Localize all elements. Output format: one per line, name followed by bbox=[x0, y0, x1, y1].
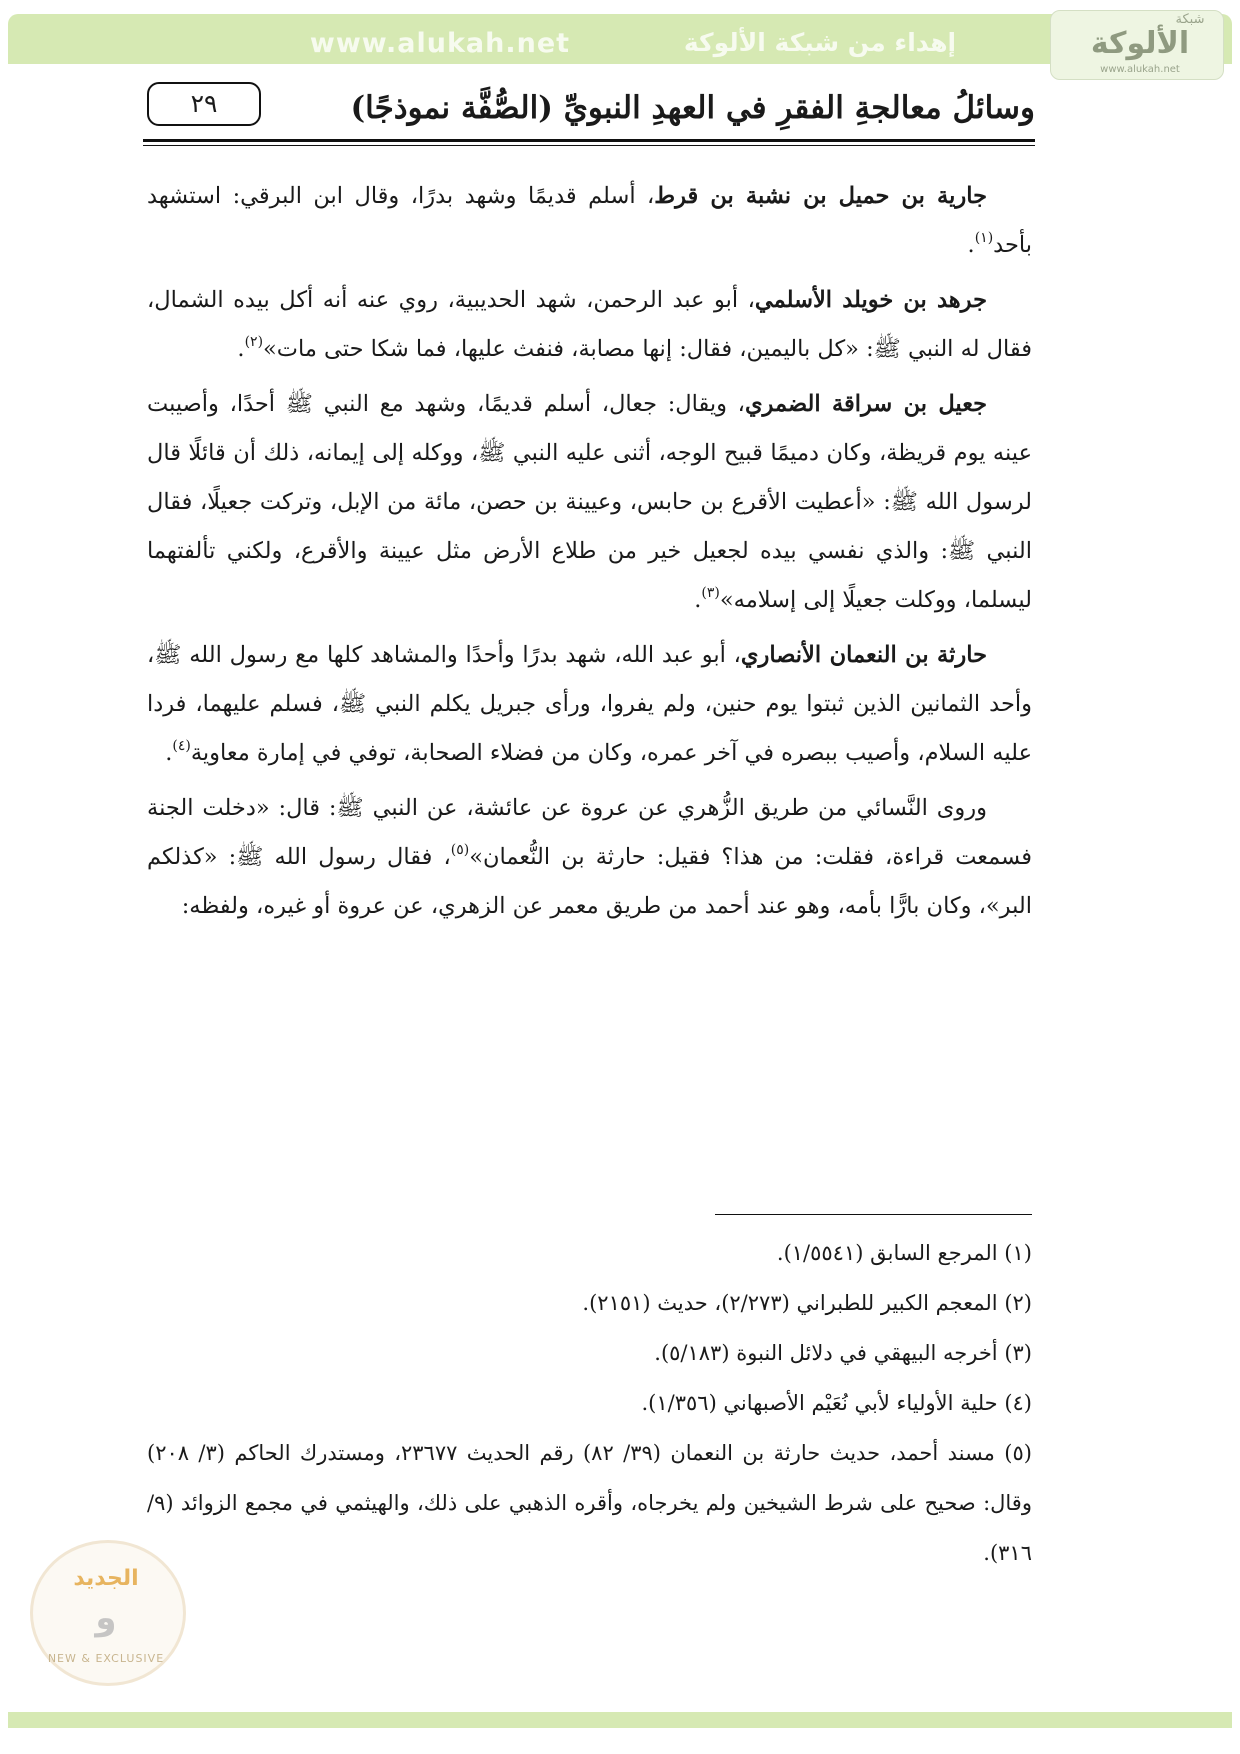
paragraph-juayl bbox=[147, 380, 1032, 625]
badge-label-en: NEW & EXCLUSIVE bbox=[47, 1652, 165, 1665]
top-banner bbox=[8, 14, 1232, 64]
footnote-ref: (٣) bbox=[701, 585, 720, 601]
bottom-bar bbox=[8, 1712, 1232, 1728]
footnote-ref: (١) bbox=[974, 230, 994, 246]
bio-name: جارية بن حميل بن نشبة بن قرط bbox=[654, 183, 987, 209]
footnote-3: (٣) أخرجه البيهقي في دلائل النبوة (٥/١٨٣). bbox=[654, 1341, 1032, 1365]
paragraph-jarhad bbox=[147, 276, 1032, 374]
bio-name: جعيل بن سراقة الضمري bbox=[744, 391, 987, 417]
logo-url: www.alukah.net bbox=[1100, 64, 1180, 75]
footnote-ref: (٥) bbox=[450, 842, 470, 858]
body-text bbox=[147, 172, 1032, 937]
paragraph-text-continued: ، فقال رسول الله ﷺ: «كذلكم البر»، وكان بارًّا بأمه، وهو عند أحمد من طريق معمر عن الزهري، عن عروة أو غيره، ولفظه: bbox=[147, 844, 1032, 919]
footnote-2: (٢) المعجم الكبير للطبراني (٢/٢٧٣)، حديث (٢١٥١). bbox=[582, 1291, 1032, 1315]
gift-text-watermark: إهداء من شبكة الألوكة bbox=[683, 28, 957, 57]
running-title: وسائلُ معالجةِ الفقرِ في العهدِ النبويِّ (الصُّفَّة نموذجًا) bbox=[350, 90, 1035, 126]
site-url-watermark: www.alukah.net bbox=[309, 28, 571, 59]
footnote-ref: (٢) bbox=[244, 334, 264, 350]
paragraph-text: ، أبو عبد الرحمن، شهد الحديبية، روي عنه أنه أكل بيده الشمال، فقال له النبي ﷺ: «كل باليمين، فقال: إنها مصابة، فنفث عليها، فما شكا حتى مات» bbox=[147, 287, 1032, 362]
paragraph-end: . bbox=[694, 587, 702, 613]
bio-name: جرهد بن خويلد الأسلمي bbox=[754, 287, 987, 313]
badge-mark: و bbox=[95, 1598, 117, 1638]
bio-name: حارثة بن النعمان الأنصاري bbox=[740, 642, 988, 668]
paragraph-nasai bbox=[147, 784, 1032, 931]
header-rule-thin bbox=[143, 145, 1035, 146]
footnote-rule bbox=[715, 1214, 1032, 1215]
footnote-1: (١) المرجع السابق (١/٥٥٤١). bbox=[776, 1241, 1032, 1265]
logo-subtitle: شبكة bbox=[1175, 12, 1205, 27]
footnote-4: (٤) حلية الأولياء لأبي نُعَيْم الأصبهاني (١/٣٥٦). bbox=[641, 1391, 1032, 1415]
page-number: ٢٩ bbox=[147, 82, 261, 126]
paragraph-end: . bbox=[237, 336, 245, 362]
paragraph-jariya bbox=[147, 172, 1032, 270]
paragraph-text: ، ويقال: جعال، أسلم قديمًا، وشهد مع النبي ﷺ أحدًا، وأصيبت عينه يوم قريظة، وكان دميمًا قبيح الوجه، أثنى عليه النبي ﷺ، ووكله إلى إيمانه، ذلك أن قائلًا قال لرسول الله ﷺ: «أعطيت الأقرع بن حابس، وعيينة بن حصن، مائة من الإبل، وتركت جعيلًا، فقال النبي ﷺ: والذي نفسي بيده لجعيل خير من طلاع الأرض مثل عيينة والأقرع، ولكني تألفتهما ليسلما، ووكلت جعيلًا إلى إسلامه» bbox=[147, 391, 1032, 613]
paragraph-text: وروى النَّسائي من طريق الزُّهري عن عروة عن عائشة، عن النبي ﷺ: قال: «دخلت الجنة فسمعت قراءة، فقلت: من هذا؟ فقيل: حارثة بن النُّعمان» bbox=[147, 795, 1032, 870]
header-rule bbox=[143, 139, 1035, 142]
footnote-ref: (٤) bbox=[172, 738, 191, 754]
paragraph-haritha bbox=[147, 631, 1032, 778]
paragraph-end: . bbox=[967, 232, 975, 258]
paragraph-text: ، أبو عبد الله، شهد بدرًا وأحدًا والمشاهد كلها مع رسول الله ﷺ، وأحد الثمانين الذين ثبتوا يوم حنين، ولم يفروا، ورأى جبريل يكلم النبي ﷺ، فسلم عليهما، فردا عليه السلام، وأصيب ببصره في آخر عمره، وكان من فضلاء الصحابة، توفي في إمارة معاوية bbox=[147, 642, 1032, 766]
footnote-5: (٥) مسند أحمد، حديث حارثة بن النعمان (٣٩/ ٨٢) رقم الحديث ٢٣٦٧٧، ومستدرك الحاكم (٣/ ٢٠٨) وقال: صحيح على شرط الشيخين ولم يخرجاه، وأقره الذهبي على ذلك، والهيثمي في مجمع الزوائد (٩/ ٣١٦). bbox=[147, 1441, 1032, 1565]
footnotes bbox=[147, 1228, 1032, 1578]
paragraph-end: . bbox=[165, 740, 173, 766]
badge-label-ar: الجديد bbox=[73, 1566, 139, 1591]
logo-wordmark: الألوكة bbox=[1090, 26, 1190, 61]
paragraph-text: ، أسلم قديمًا وشهد بدرًا، وقال ابن البرقي: استشهد بأحد bbox=[147, 183, 1032, 258]
